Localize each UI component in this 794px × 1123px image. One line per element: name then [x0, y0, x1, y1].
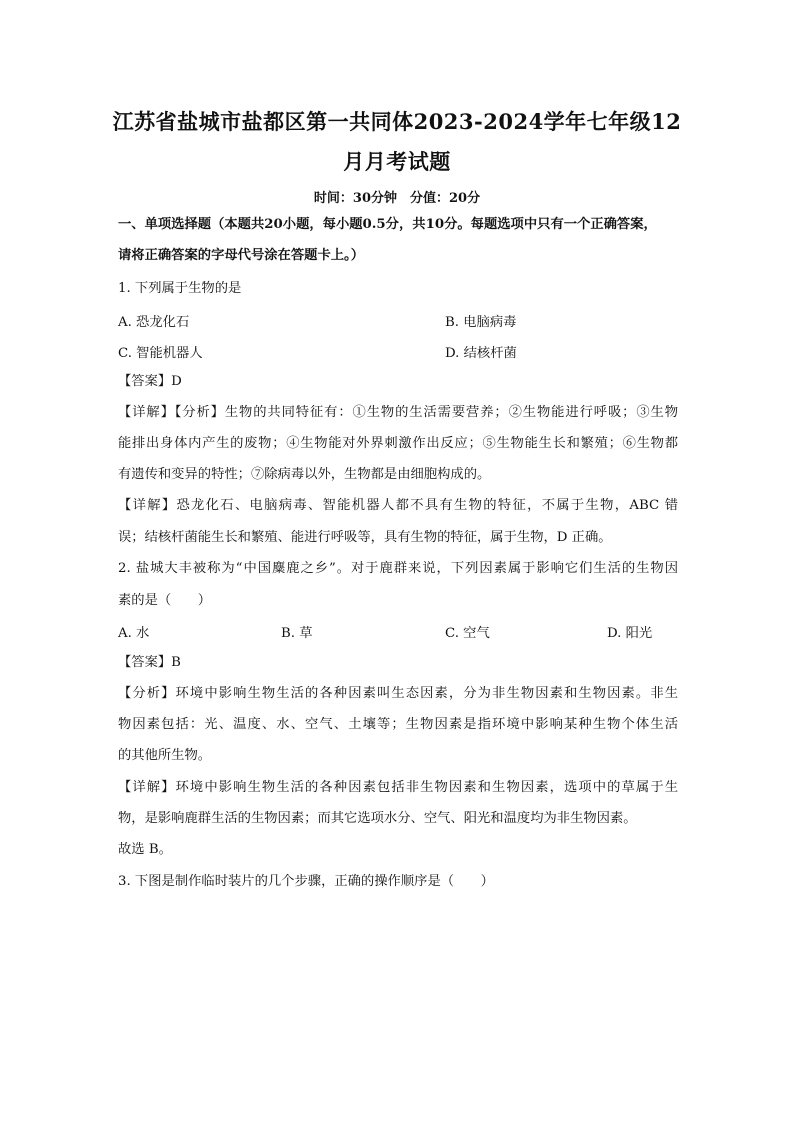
page-title-line1: 江苏省盐城市盐都区第一共同体2023-2024学年七年级12 — [112, 109, 682, 134]
question-2-analysis-line1: 【分析】环境中影响生物生活的各种因素叫生态因素，分为非生物因素和生物因素。非生 — [118, 686, 678, 701]
page-title-line2: 月月考试题 — [343, 149, 451, 174]
section-instructions-line1: 一、单项选择题（本题共20小题，每小题0.5分，共10分。每题选项中只有一个正确答案， — [118, 217, 657, 232]
question-1-option-b: B. 电脑病毒 — [445, 315, 517, 330]
question-1-answer: 【答案】D — [118, 374, 182, 389]
question-2-option-d: D. 阳光 — [607, 626, 653, 641]
question-2-analysis-line3: 的其他所生物。 — [118, 748, 212, 763]
question-2-answer: 【答案】B — [118, 655, 181, 670]
question-2-option-c: C. 空气 — [445, 626, 490, 641]
exam-meta: 时间：30分钟 分值：20分 — [313, 191, 481, 206]
question-2-analysis-line2: 物因素包括：光、温度、水、空气、土壤等；生物因素是指环境中影响某种生物个体生活 — [118, 717, 678, 732]
question-1-option-a: A. 恐龙化石 — [118, 315, 190, 330]
question-2-option-a: A. 水 — [118, 626, 150, 641]
question-1-stem: 1. 下列属于生物的是 — [118, 281, 242, 296]
question-1-detail-line1: 【详解】恐龙化石、电脑病毒、智能机器人都不具有生物的特征，不属于生物，ABC 错 — [118, 498, 678, 513]
question-1-detail-line2: 误；结核杆菌能生长和繁殖、能进行呼吸等，具有生物的特征，属于生物，D 正确。 — [118, 530, 612, 545]
question-2-stem-line1: 2. 盐城大丰被称为“中国麋鹿之乡”。对于鹿群来说，下列因素属于影响它们生活的生物因 — [118, 561, 678, 576]
question-3-stem: 3. 下图是制作临时装片的几个步骤，正确的操作顺序是（ ） — [118, 874, 494, 889]
question-1-analysis-line2: 能排出身体内产生的废物；④生物能对外界刺激作出反应；⑤生物能生长和繁殖；⑥生物都 — [118, 436, 678, 451]
question-2-stem-line2: 素的是（ ） — [118, 593, 212, 608]
section-instructions-line2: 请将正确答案的字母代号涂在答题卡上。） — [118, 248, 364, 263]
question-1-analysis-line1: 【详解】【分析】生物的共同特征有：①生物的生活需要营养；②生物能进行呼吸；③生物 — [118, 405, 678, 420]
question-1-option-c: C. 智能机器人 — [118, 346, 203, 361]
question-2-detail-line2: 物，是影响鹿群生活的生物因素；而其它选项水分、空气、阳光和温度均为非生物因素。 — [118, 811, 637, 826]
question-2-detail-line3: 故选 B。 — [118, 842, 172, 857]
question-1-option-d: D. 结核杆菌 — [445, 346, 517, 361]
question-2-option-b: B. 草 — [281, 626, 313, 641]
question-1-analysis-line3: 有遗传和变异的特性；⑦除病毒以外，生物都是由细胞构成的。 — [118, 467, 491, 482]
question-2-detail-line1: 【详解】环境中影响生物生活的各种因素包括非生物因素和生物因素，选项中的草属于生 — [118, 780, 678, 795]
